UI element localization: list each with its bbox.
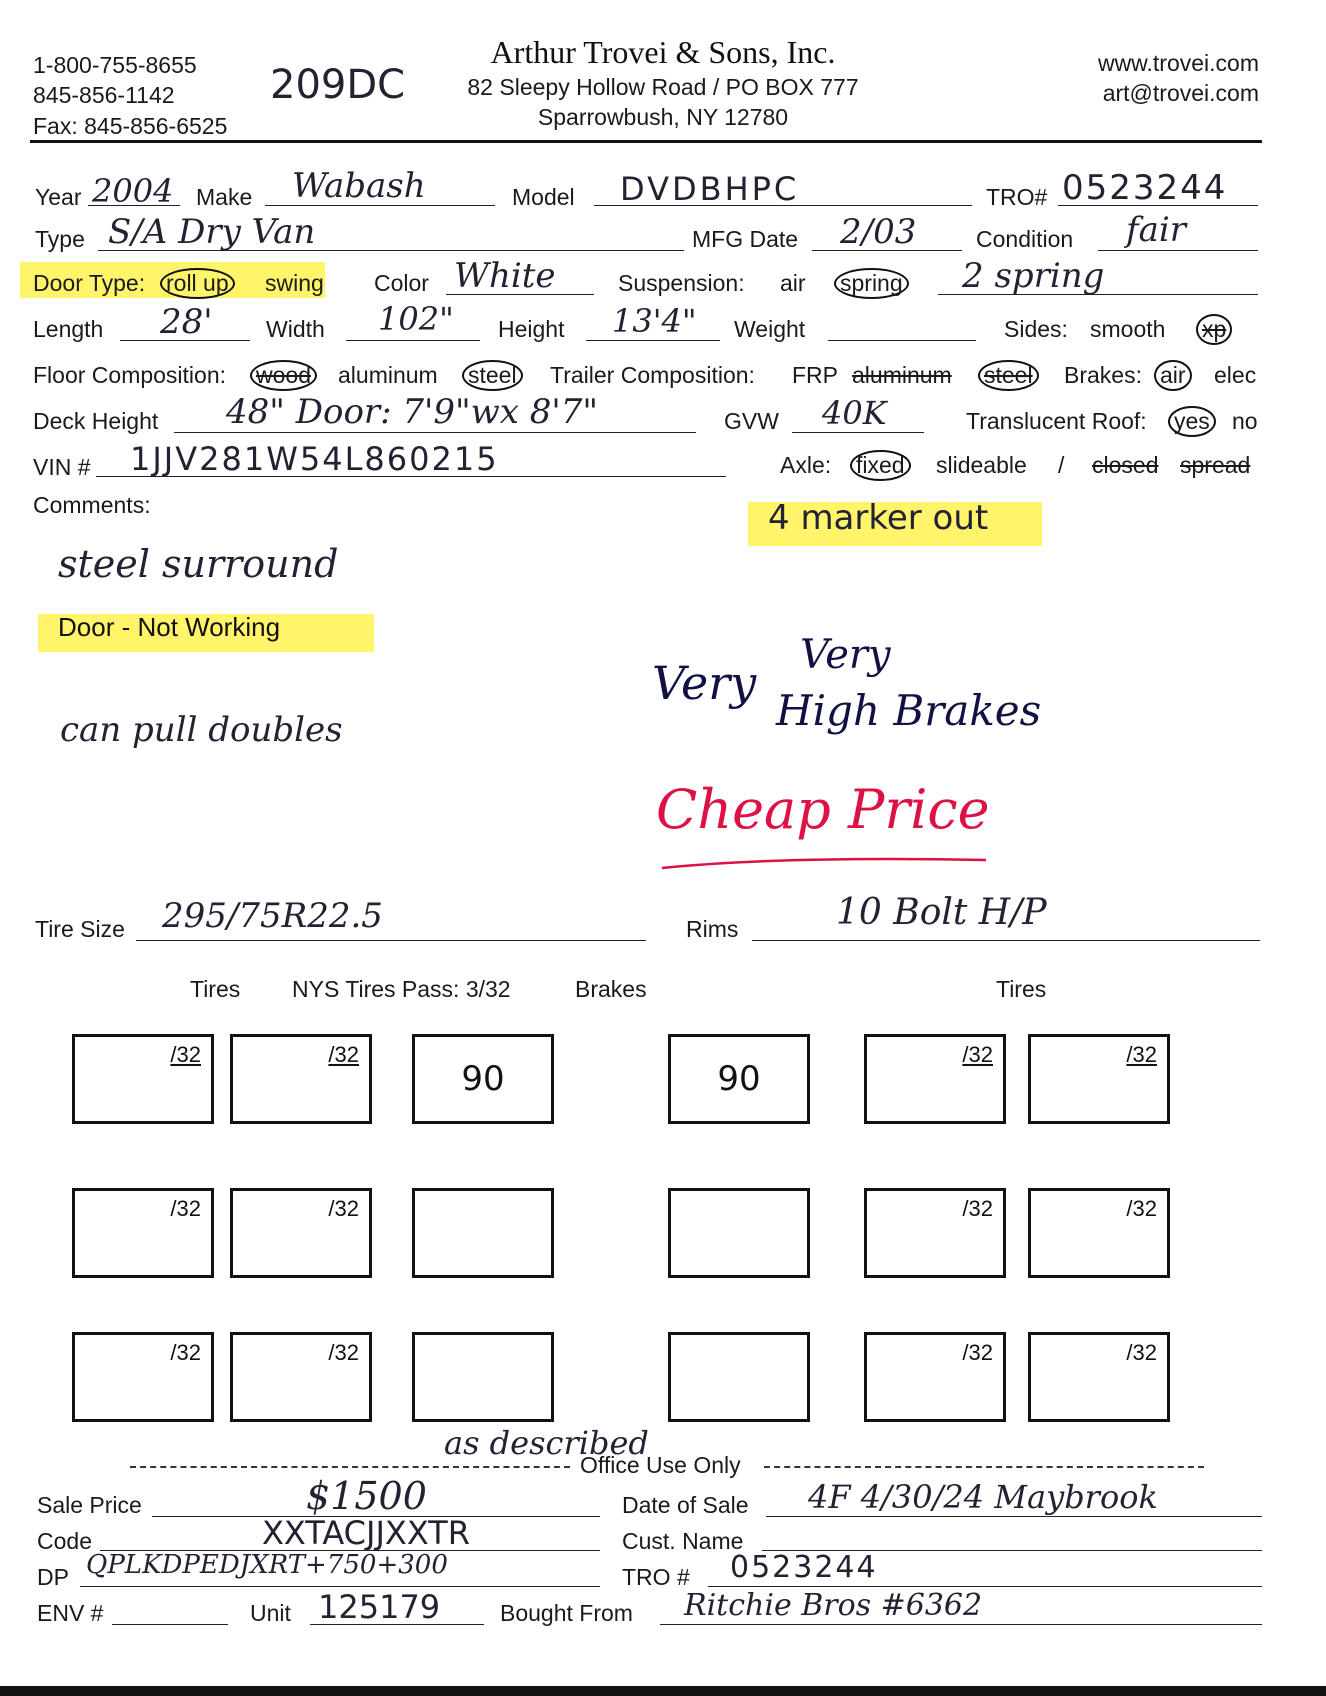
office-divider-left: [130, 1466, 570, 1468]
bought-from-value[interactable]: Ritchie Bros #6362: [684, 1588, 983, 1623]
sale-price-value[interactable]: $1500: [306, 1474, 427, 1518]
tire-box[interactable]: [864, 1188, 1006, 1278]
door-type-label: Door Type:: [33, 270, 146, 296]
comment-very-2: Very: [800, 632, 891, 678]
roof-option-yes[interactable]: yes: [1168, 406, 1216, 437]
company-name: Arthur Trovei & Sons, Inc.: [490, 34, 836, 70]
deck-height-label: Deck Height: [33, 408, 159, 434]
right-tires-header: Tires: [996, 976, 1047, 1002]
dp-label: DP: [37, 1564, 69, 1590]
fax-number: Fax: 845-856-6525: [33, 113, 228, 139]
code-label: Code: [37, 1528, 92, 1554]
comment-very-1: Very: [652, 656, 757, 710]
model-value[interactable]: DVDBHPC: [620, 170, 800, 208]
height-label: Height: [498, 316, 565, 342]
brakes-header: Brakes: [575, 976, 647, 1002]
env-label: ENV #: [37, 1600, 104, 1626]
code-value[interactable]: XXTACJJXXTR: [262, 1514, 470, 1552]
trailer-composition-label: Trailer Composition:: [550, 362, 755, 388]
deck-height-value[interactable]: 48" Door: 7'9"wx 8'7": [226, 392, 599, 432]
axle-option-fixed[interactable]: fixed: [850, 450, 911, 481]
vin-label: VIN #: [33, 454, 91, 480]
brake-box[interactable]: [668, 1034, 810, 1124]
cust-name-label: Cust. Name: [622, 1528, 744, 1554]
handwritten-code: 209DC: [270, 62, 406, 108]
tire-box[interactable]: [230, 1188, 372, 1278]
tro-value[interactable]: 0523244: [1062, 168, 1228, 208]
tire-box[interactable]: [72, 1188, 214, 1278]
type-label: Type: [35, 226, 85, 252]
width-value[interactable]: 102": [378, 300, 454, 338]
length-label: Length: [33, 316, 104, 342]
tro-label: TRO#: [986, 184, 1048, 210]
tire-box[interactable]: [230, 1034, 372, 1124]
door-option-swing[interactable]: swing: [265, 270, 324, 296]
company-address-1: 82 Sleepy Hollow Road / PO BOX 777: [467, 74, 859, 100]
scan-edge-bar: [0, 1686, 1326, 1696]
tire-fraction: /32: [1126, 1340, 1157, 1365]
rims-label: Rims: [686, 916, 739, 942]
tire-fraction: /32: [962, 1340, 993, 1365]
length-value[interactable]: 28': [160, 302, 213, 342]
comment-door-not-working: Door - Not Working: [58, 612, 281, 642]
color-label: Color: [374, 270, 429, 296]
email: art@trovei.com: [1102, 80, 1259, 106]
condition-label: Condition: [976, 226, 1074, 252]
website: www.trovei.com: [1097, 50, 1259, 76]
brake-box[interactable]: [412, 1332, 554, 1422]
tire-box[interactable]: [72, 1034, 214, 1124]
suspension-label: Suspension:: [618, 270, 745, 296]
comment-steel-surround: steel surround: [58, 542, 339, 586]
sides-option-xp[interactable]: xp: [1196, 314, 1232, 345]
sale-price-label: Sale Price: [37, 1492, 142, 1518]
height-value[interactable]: 13'4": [612, 302, 697, 340]
type-value[interactable]: S/A Dry Van: [108, 212, 316, 252]
tire-box[interactable]: [72, 1332, 214, 1422]
sides-label: Sides:: [1004, 316, 1068, 342]
sides-option-smooth[interactable]: smooth: [1090, 316, 1166, 342]
suspension-option-spring[interactable]: spring: [834, 268, 909, 299]
date-of-sale-value[interactable]: 4F 4/30/24 Maybrook: [808, 1478, 1158, 1516]
comment-high-brakes: High Brakes: [776, 686, 1042, 735]
comment-marker-out: 4 marker out: [768, 498, 989, 538]
brake-box[interactable]: [668, 1332, 810, 1422]
tire-fraction: /32: [328, 1196, 359, 1221]
floor-option-aluminum[interactable]: aluminum: [338, 362, 438, 388]
trailer-option-aluminum[interactable]: aluminum: [852, 362, 952, 388]
year-label: Year: [35, 184, 82, 210]
tire-fraction: /32: [1126, 1042, 1157, 1067]
brakes-option-elec[interactable]: elec: [1214, 362, 1257, 388]
brake-box[interactable]: [412, 1188, 554, 1278]
axle-option-closed[interactable]: closed: [1092, 452, 1159, 478]
brakes-label: Brakes:: [1064, 362, 1142, 388]
office-tro-value[interactable]: 0523244: [730, 1550, 878, 1585]
tire-fraction: /32: [962, 1196, 993, 1221]
weight-label: Weight: [734, 316, 806, 342]
axle-label: Axle:: [780, 452, 832, 478]
comments-label: Comments:: [33, 492, 151, 518]
tire-fraction: /32: [962, 1042, 993, 1067]
tire-box[interactable]: [1028, 1034, 1170, 1124]
tire-box[interactable]: [230, 1332, 372, 1422]
left-tires-header: Tires: [190, 976, 241, 1002]
office-divider-right: [764, 1466, 1204, 1468]
cheap-price-underline: [660, 846, 990, 876]
trailer-option-frp[interactable]: FRP: [792, 362, 838, 388]
as-described-note: as described: [444, 1424, 649, 1462]
condition-value[interactable]: fair: [1126, 210, 1186, 250]
tire-size-label: Tire Size: [35, 916, 125, 942]
unit-label: Unit: [250, 1600, 291, 1626]
axle-option-spread[interactable]: spread: [1180, 452, 1251, 478]
comment-cheap-price: Cheap Price: [656, 778, 990, 841]
axle-separator: /: [1058, 452, 1065, 478]
date-of-sale-label: Date of Sale: [622, 1492, 749, 1518]
floor-composition-label: Floor Composition:: [33, 362, 227, 388]
comment-can-pull-doubles: can pull doubles: [60, 710, 343, 750]
tire-fraction: /32: [170, 1042, 201, 1067]
roof-option-no[interactable]: no: [1232, 408, 1258, 434]
brake-box[interactable]: [412, 1034, 554, 1124]
tire-box[interactable]: [1028, 1332, 1170, 1422]
tire-size-value[interactable]: 295/75R22.5: [162, 896, 383, 936]
nys-tires-pass-header: NYS Tires Pass: 3/32: [292, 976, 511, 1002]
brake-value: 90: [461, 1059, 505, 1099]
brake-box[interactable]: [668, 1188, 810, 1278]
color-value[interactable]: White: [454, 256, 556, 296]
door-option-roll-up[interactable]: roll up: [160, 268, 235, 299]
phone-2: 845-856-1142: [33, 82, 175, 108]
vin-value[interactable]: 1JJV281W54L860215: [130, 440, 499, 478]
mfg-date-value[interactable]: 2/03: [840, 212, 917, 252]
floor-option-wood[interactable]: wood: [250, 360, 317, 391]
tire-box[interactable]: [864, 1332, 1006, 1422]
brake-value: 90: [717, 1059, 761, 1099]
translucent-roof-label: Translucent Roof:: [966, 408, 1147, 434]
tire-fraction: /32: [1126, 1196, 1157, 1221]
suspension-note[interactable]: 2 spring: [962, 256, 1105, 296]
phone-1: 1-800-755-8655: [33, 52, 197, 78]
dp-value[interactable]: QPLKDPEDJXRT+750+300: [86, 1550, 448, 1580]
rims-value[interactable]: 10 Bolt H/P: [836, 892, 1047, 933]
tire-fraction: /32: [170, 1340, 201, 1365]
suspension-option-air[interactable]: air: [780, 270, 806, 296]
bought-from-label: Bought From: [500, 1600, 633, 1626]
tire-fraction: /32: [170, 1196, 201, 1221]
tire-box[interactable]: [1028, 1188, 1170, 1278]
trailer-option-steel[interactable]: steel: [978, 360, 1039, 391]
unit-value[interactable]: 125179: [318, 1588, 441, 1626]
company-address-2: Sparrowbush, NY 12780: [537, 104, 789, 130]
gvw-value[interactable]: 40K: [822, 394, 887, 432]
year-value[interactable]: 2004: [92, 172, 174, 210]
mfg-date-label: MFG Date: [692, 226, 799, 252]
model-label: Model: [512, 184, 575, 210]
tire-fraction: /32: [328, 1340, 359, 1365]
office-use-only-label: Office Use Only: [580, 1452, 741, 1478]
make-value[interactable]: Wabash: [292, 166, 426, 206]
floor-option-steel[interactable]: steel: [462, 360, 523, 391]
tire-fraction: /32: [328, 1042, 359, 1067]
office-tro-label: TRO #: [622, 1564, 690, 1590]
axle-option-slideable[interactable]: slideable: [936, 452, 1027, 478]
make-label: Make: [196, 184, 253, 210]
brakes-option-air[interactable]: air: [1154, 360, 1192, 391]
tire-box[interactable]: [864, 1034, 1006, 1124]
width-label: Width: [266, 316, 325, 342]
gvw-label: GVW: [724, 408, 779, 434]
header-divider: [30, 140, 1262, 143]
